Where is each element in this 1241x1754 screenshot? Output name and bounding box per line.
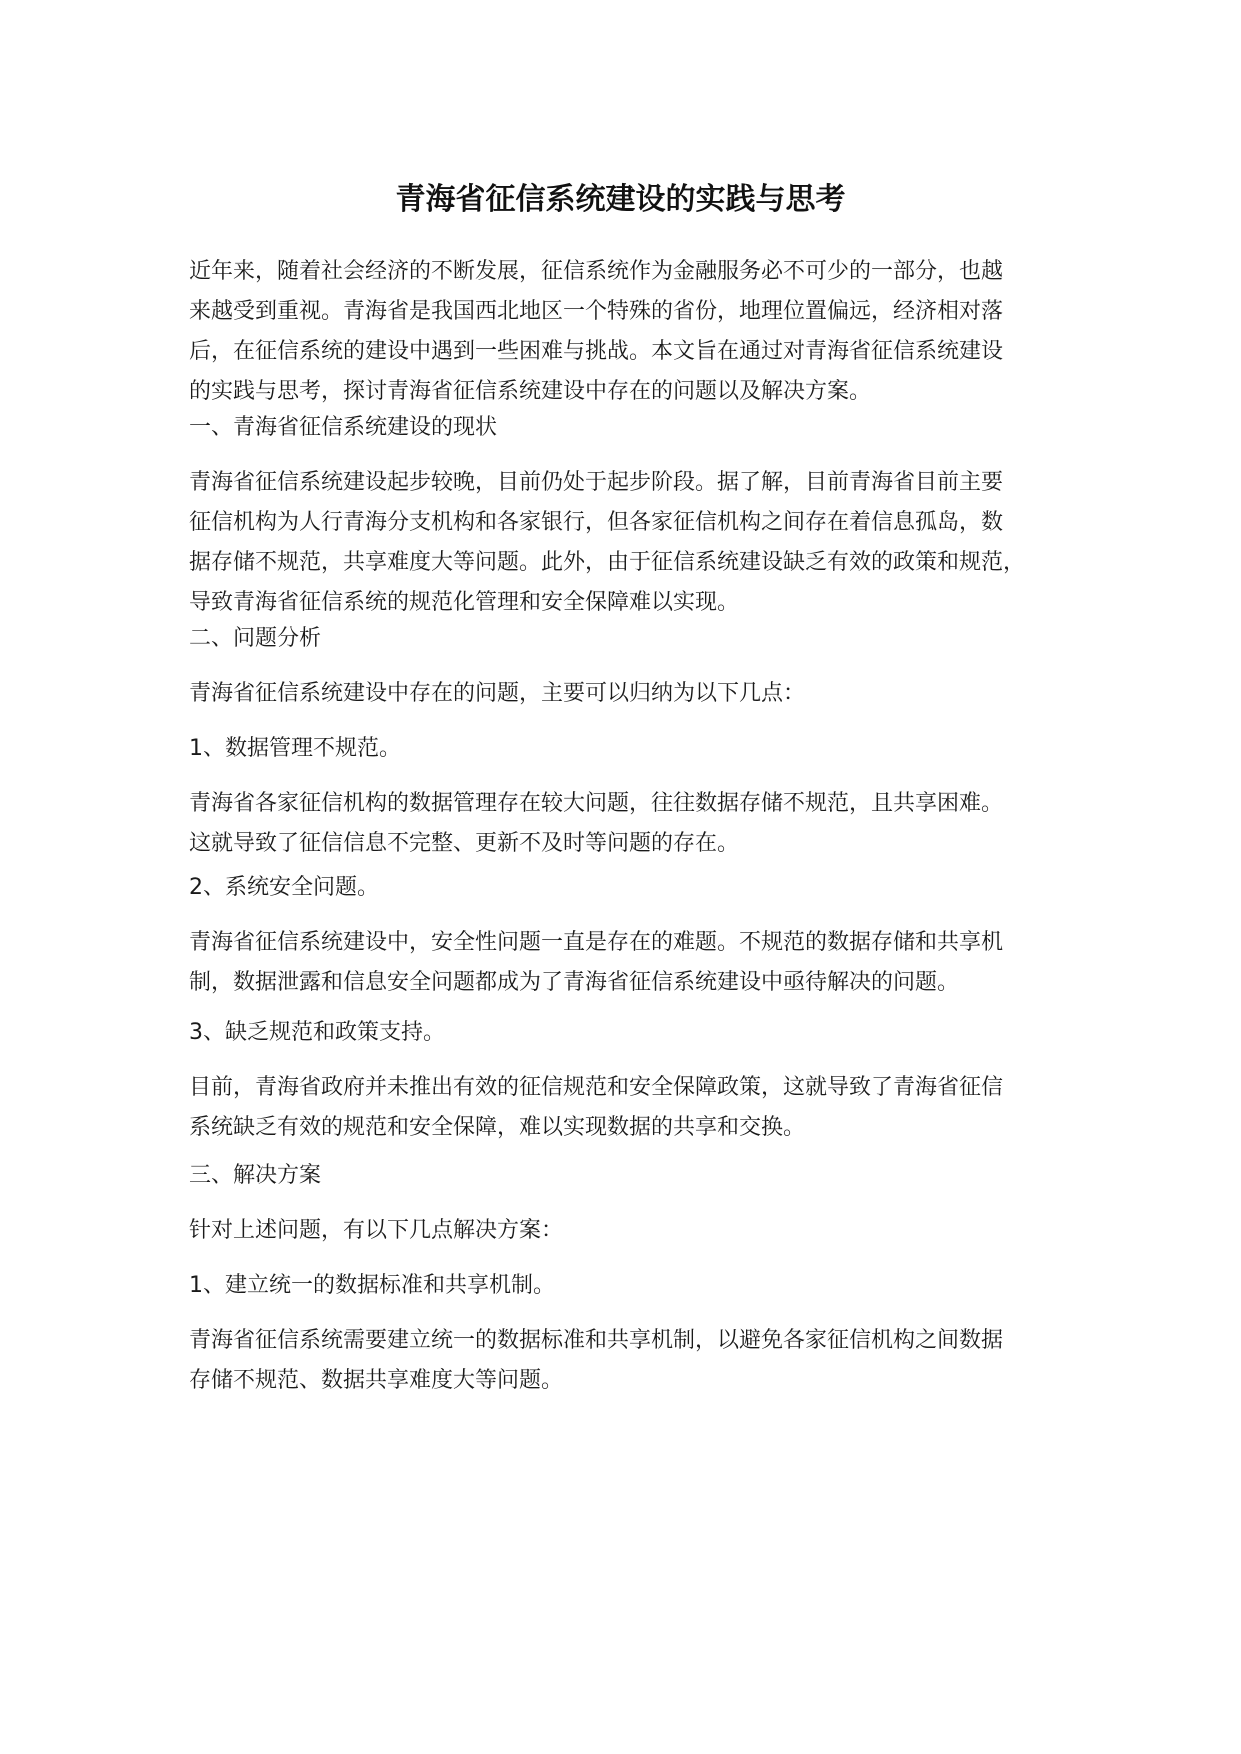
- subheading-problem-3: [189, 1013, 1089, 1053]
- text-line: 青海省征信系统建设中存在的问题，主要可以归纳为以下几点：: [189, 681, 806, 706]
- text-line: 来越受到重视。青海省是我国西北地区一个特殊的省份，地理位置偏远，经济相对落: [189, 299, 1004, 324]
- paragraph-problem-2: [189, 923, 1089, 1003]
- text-line: 制，数据泄露和信息安全问题都成为了青海省征信系统建设中亟待解决的问题。: [189, 970, 960, 995]
- text-line: 导致青海省征信系统的规范化管理和安全保障难以实现。: [189, 590, 740, 615]
- text-line: 的实践与思考，探讨青海省征信系统建设中存在的问题以及解决方案。: [189, 379, 872, 404]
- text-line: 青海省征信系统建设起步较晚，目前仍处于起步阶段。据了解，目前青海省目前主要: [189, 470, 1004, 495]
- text-line: 目前，青海省政府并未推出有效的征信规范和安全保障政策，这就导致了青海省征信: [189, 1075, 1004, 1100]
- text-line: 1、数据管理不规范。: [189, 736, 401, 761]
- section-heading-2: [189, 619, 1089, 659]
- section-heading-3: [189, 1156, 1089, 1196]
- paragraph-solution-1: [189, 1321, 1089, 1401]
- text-line: 据存储不规范，共享难度大等问题。此外，由于征信系统建设缺乏有效的政策和规范，: [189, 550, 1026, 575]
- text-line: 2、系统安全问题。: [189, 875, 379, 900]
- paragraph-intro: [189, 252, 1089, 412]
- paragraph-status: [189, 463, 1089, 623]
- text-line: 青海省征信系统需要建立统一的数据标准和共享机制，以避免各家征信机构之间数据: [189, 1328, 1004, 1353]
- text-line: 这就导致了征信信息不完整、更新不及时等问题的存在。: [189, 831, 740, 856]
- page-title: 青海省征信系统建设的实践与思考: [395, 182, 846, 217]
- subheading-problem-2: [189, 868, 1089, 908]
- text-line: 近年来，随着社会经济的不断发展，征信系统作为金融服务必不可少的一部分，也越: [189, 259, 1004, 284]
- section-heading-1: [189, 408, 1089, 448]
- text-line: 系统缺乏有效的规范和安全保障，难以实现数据的共享和交换。: [189, 1115, 806, 1140]
- text-line: 二、问题分析: [189, 626, 322, 651]
- paragraph-problem-3: [189, 1068, 1089, 1148]
- text-line: 青海省各家征信机构的数据管理存在较大问题，往往数据存储不规范，且共享困难。: [189, 791, 1004, 816]
- paragraph-solutions-intro: [189, 1211, 1089, 1251]
- text-line: 针对上述问题，有以下几点解决方案：: [189, 1218, 564, 1243]
- subheading-solution-1: [189, 1266, 1089, 1306]
- text-line: 3、缺乏规范和政策支持。: [189, 1020, 445, 1045]
- paragraph-problems-intro: [189, 674, 1089, 714]
- text-line: 征信机构为人行青海分支机构和各家银行，但各家征信机构之间存在着信息孤岛，数: [189, 510, 1004, 535]
- text-line: 青海省征信系统建设中，安全性问题一直是存在的难题。不规范的数据存储和共享机: [189, 930, 1004, 955]
- text-line: 存储不规范、数据共享难度大等问题。: [189, 1368, 564, 1393]
- text-line: 三、解决方案: [189, 1163, 322, 1188]
- paragraph-problem-1: [189, 784, 1089, 864]
- text-line: 1、建立统一的数据标准和共享机制。: [189, 1273, 555, 1298]
- subheading-problem-1: [189, 729, 1089, 769]
- text-line: 后，在征信系统的建设中遇到一些困难与挑战。本文旨在通过对青海省征信系统建设: [189, 339, 1004, 364]
- text-line: 一、青海省征信系统建设的现状: [189, 415, 498, 440]
